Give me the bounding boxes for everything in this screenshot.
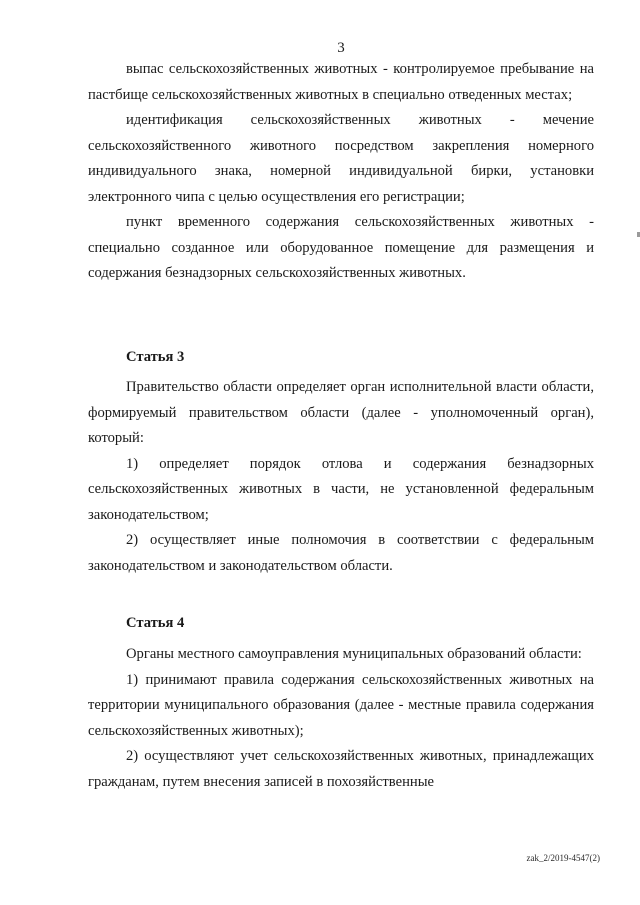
article-4-heading: Статья 4 bbox=[126, 615, 185, 631]
article-3-paragraph: 2) осуществляет иные полномочия в соответствии с федеральным законодательством и законодательством области. bbox=[88, 532, 594, 574]
article-4-body bbox=[88, 642, 594, 795]
definition-paragraph: идентификация сельскохозяйственных животных - мечение сельскохозяйственного животного посредством закрепления номерного индивидуального знака, номерной индивидуальной бирки, установки электронного чипа с целью осуществления его регистрации; bbox=[88, 112, 594, 205]
page-number: 3 bbox=[337, 40, 345, 56]
definition-paragraph: пункт временного содержания сельскохозяйственных животных - специально созданное или оборудованное помещение для размещения и содержания безнадзорных сельскохозяйственных животных. bbox=[88, 214, 594, 281]
article-3-paragraph: Правительство области определяет орган исполнительной власти области, формируемый правительством области (далее - уполномоченный орган), который: bbox=[88, 379, 594, 446]
article-3-paragraph: 1) определяет порядок отлова и содержания безнадзорных сельскохозяйственных животных в части, не установленной федеральным законодательством; bbox=[88, 455, 594, 523]
article-3-heading: Статья 3 bbox=[126, 349, 185, 365]
article-4-paragraph: 2) осуществляют учет сельскохозяйственных животных, принадлежащих гражданам, путем внесения записей в похозяйственные bbox=[88, 748, 594, 790]
definitions-section bbox=[88, 57, 594, 287]
article-3-body bbox=[88, 375, 594, 579]
article-4-paragraph: Органы местного самоуправления муниципальных образований области: bbox=[126, 646, 582, 662]
article-4-paragraph: 1) принимают правила содержания сельскохозяйственных животных на территории муниципального образования (далее - местные правила содержания сельскохозяйственных животных); bbox=[88, 671, 594, 739]
document-code: zak_2/2019-4547(2) bbox=[526, 853, 600, 863]
definition-paragraph: выпас сельскохозяйственных животных - контролируемое пребывание на пастбище сельскохозяйственных животных в специально отведенных местах; bbox=[88, 61, 594, 103]
